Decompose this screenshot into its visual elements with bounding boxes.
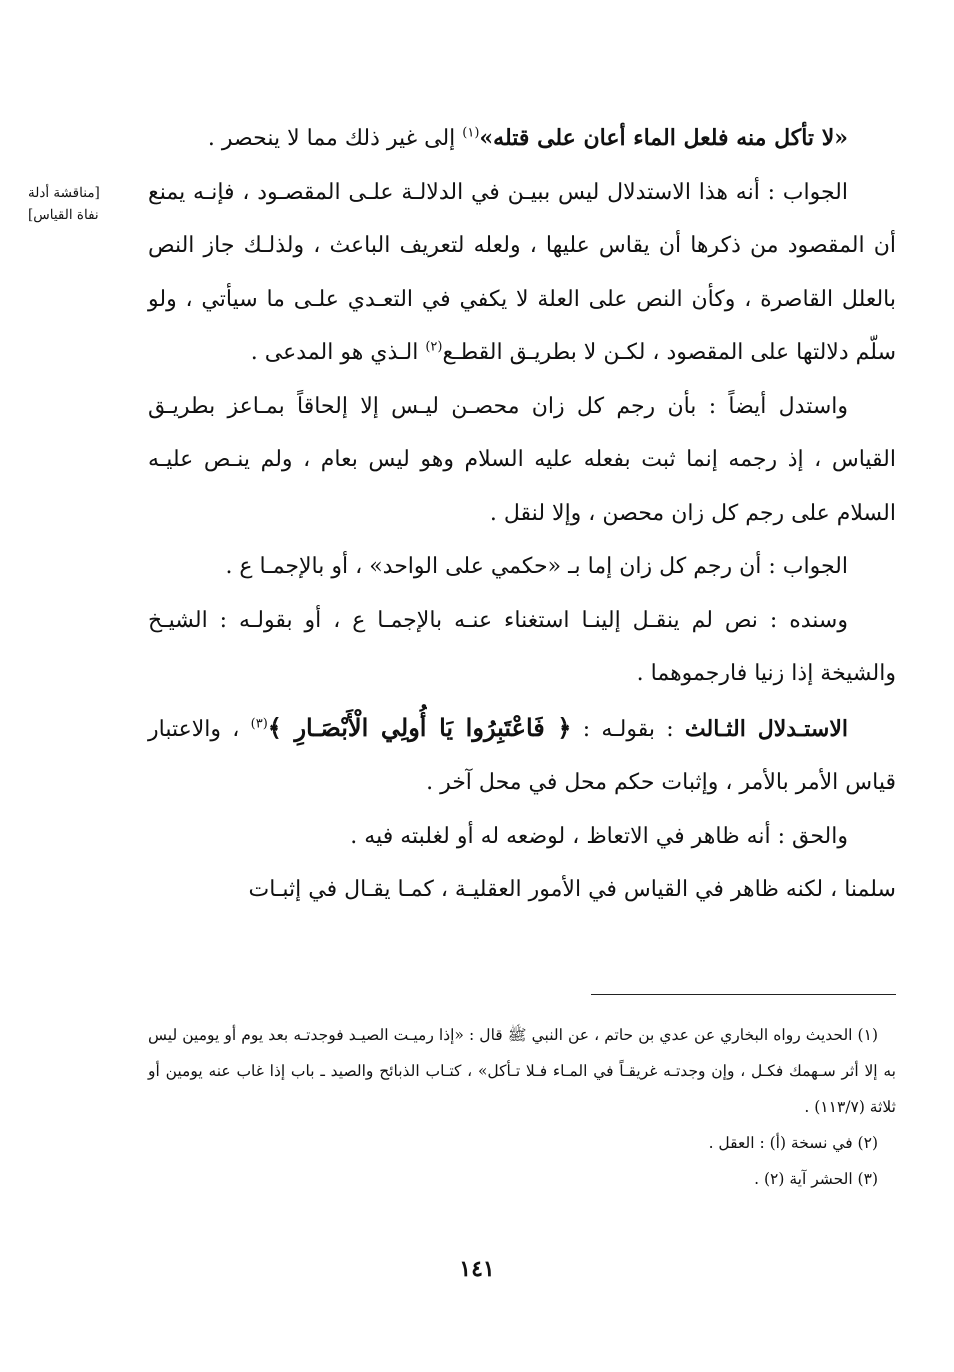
- hadith-quote: «لا تأكل منه فلعل الماء أعان على قتله»: [479, 125, 848, 151]
- paragraph-3: واستدل أيضاً : بأن رجم كل زان محصـن ليـس إلا إلحاقاً بمـاعز بطريـق القياس ، إذ رجمه إنما ثبت بفعله عليه السلام وهو ليس بعام ، ولم ينـص عليـه السلام على رجم كل زان محصن ، وإلا لنقل .: [148, 393, 896, 526]
- margin-note: [28, 182, 126, 226]
- footnote-2: (٢) في نسخة (أ) : العقل .: [708, 1134, 878, 1152]
- paragraph-2: [148, 166, 896, 380]
- paragraph-6-rest: ، والاعتبار قياس الأمر بالأمر ، وإثبات حكم محل في محل آخر .: [148, 716, 896, 795]
- footnote-1: (١) الحديث رواه البخاري عن عدي بن حاتم ، عن النبي ﷺ قال : «إذا رميـت الصيـد فوجدتـه بعد يوم أو يومين ليس به إلا أثر سـهمك فكـل ، وإن وجدتـه غريقـاً في المـاء فـلا تـأكل» ، كتـاب الذبائح والصيد ـ باب إذا غاب عنه يومين أو ثلاثة (١١٣/٧) .: [148, 1026, 896, 1116]
- paragraph-5: وسنده : نص لم ينقـل إلينـا استغناء عنـه بالإجمـا ع ، أو بقولـه : الشيـخ والشيخة إذا زنيا فارجموهما .: [148, 607, 896, 686]
- footnotes: [148, 1017, 896, 1197]
- footnote-3: (٣) الحشر آية (٢) .: [754, 1170, 878, 1188]
- footnote-ref-1: (١): [462, 125, 480, 141]
- footnote-divider: [591, 994, 896, 995]
- page-number: ١٤١: [459, 1256, 495, 1282]
- paragraph-8: سلمنا ، لكنه ظاهر في القياس في الأمور العقليـة ، كمـا يقـال في إثبـات: [248, 877, 896, 902]
- margin-note-line-1: [مناقشة أدلة: [28, 185, 100, 201]
- paragraph-6: [148, 701, 896, 810]
- paragraph-2-rest: الـذي هو المدعى .: [250, 340, 426, 365]
- section-heading: الاستـدلال الثـالث: [684, 715, 848, 742]
- footnote-ref-3: (٣): [250, 716, 268, 732]
- paragraph-1: [148, 112, 896, 166]
- paragraph-6-mid: : بقولـه :: [571, 716, 685, 742]
- paragraph-4: الجواب : أن رجم كل زان إما بـ «حكمي على الواحد» ، أو بالإجمـا ع .: [225, 554, 848, 579]
- paragraph-1-rest: إلى غير ذلك مما لا ينحصر .: [207, 126, 463, 151]
- footnote-ref-2: (٢): [425, 339, 443, 355]
- paragraph-2-text: الجواب : أنه هذا الاستدلال ليس ببيـن في الدلالـة علـى المقصـود ، فإنـه يمنع أن المقصود من ذكرها أن يقاس عليها ، ولعله لتعريف الباعث ، ولذلـك جاز النص بالعلل القاصرة ، وكأن النص على العلة لا يكفي في التعـدي علـى ما سيأتي ، ولو سلّم دلالتها على المقصود ، لكـن لا بطريـق القطـع: [148, 179, 896, 365]
- paragraph-7: والحق : أنه ظاهر في الاتعاظ ، لوضعه له أو لغلبته فيه .: [350, 823, 848, 849]
- margin-note-line-2: نفاة القياس]: [28, 207, 99, 223]
- main-text: [148, 112, 896, 917]
- quran-verse: ﴿ فَاعْتَبِرُوا يَا أُولِي الْأَبْصَـارِ ﴾: [267, 712, 572, 742]
